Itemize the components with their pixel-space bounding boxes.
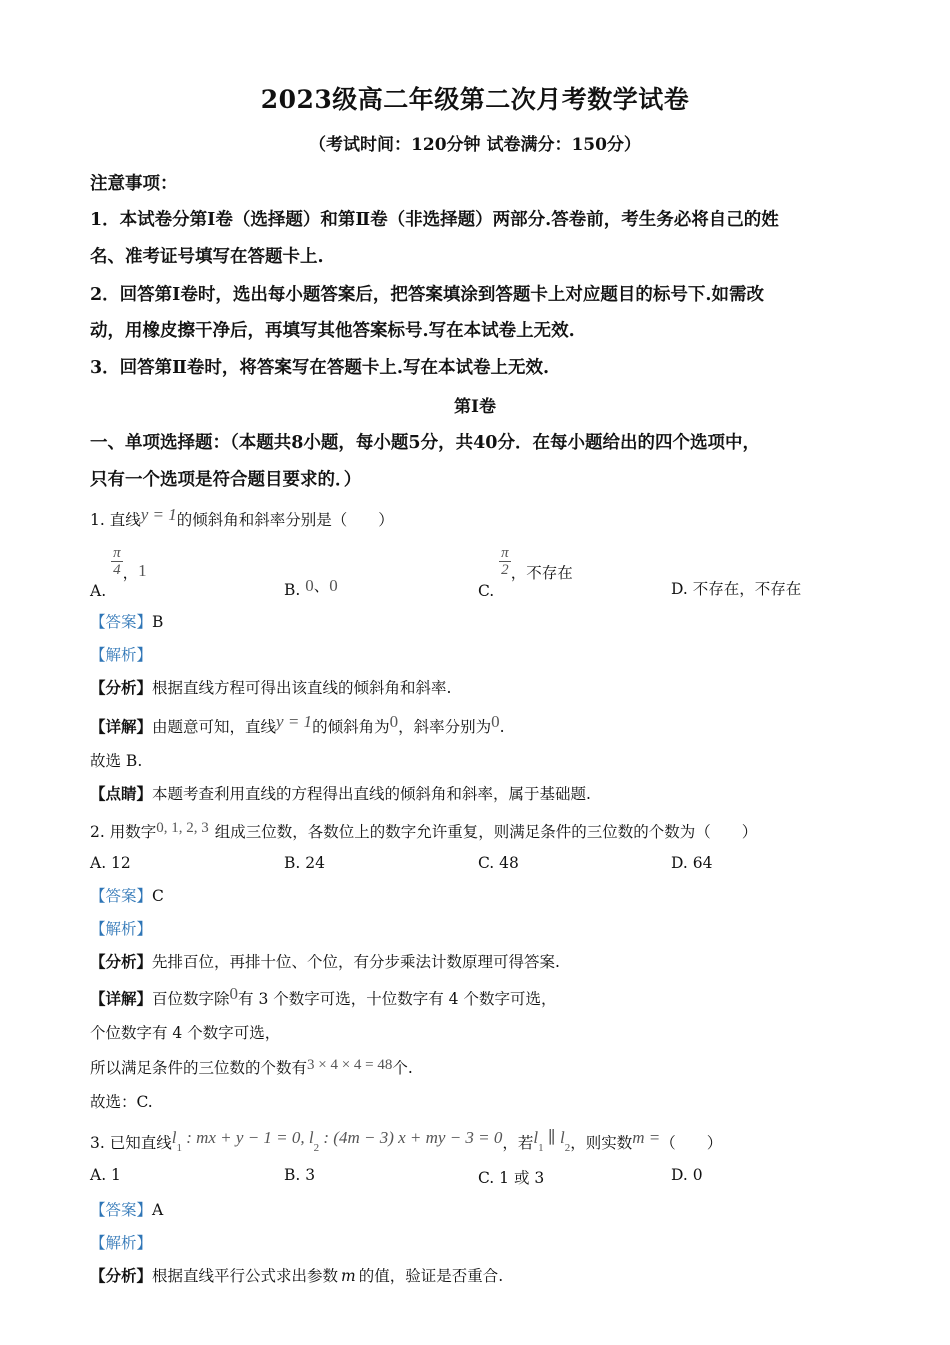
q1-conclusion: 故选 B. [90,752,143,770]
q1-xiangjie-math-1: y = 1 [276,712,313,731]
q1-xiangjie [90,712,505,737]
answer-label: 【答案】 [90,1201,153,1219]
q2-jiexi [90,917,152,939]
q1-stem [90,505,394,530]
q1-xiangjie-pre: 由题意可知，直线 [152,718,277,736]
q1-jiexi [90,643,152,665]
q2-xiangjie-math: 0 [229,984,239,1003]
jiexi-label: 【解析】 [90,1234,153,1252]
notice-heading: 注意事项： [90,174,178,194]
q1-option-c [478,545,573,600]
q2-stem-pre: 2. 用数字 [90,823,157,841]
q1-option-a-numerator: π [113,545,121,561]
q3-option-d: D. 0 [671,1166,703,1184]
section-title: 第Ⅰ卷 [454,397,496,417]
q1-option-c-numerator: π [501,545,509,561]
q2-option-c: C. 48 [478,854,519,872]
q1-stem-post: 的倾斜角和斜率分别是（ ） [176,511,394,529]
q2-line-3-math: 3 × 4 × 4 = 48 [307,1057,393,1073]
q2-answer [90,884,164,906]
jiexi-label: 【解析】 [90,646,153,664]
q1-xiangjie-math-3: 0 [491,712,500,731]
q1-option-b-label: B. [284,581,301,599]
q3-line-1-equation: : mx + y − 1 = 0, [181,1128,309,1147]
q2-conclusion: 故选：C. [90,1093,153,1111]
q1-option-a-denominator: 4 [111,561,123,578]
q1-answer [90,610,163,632]
part1-instruction-line-1: 一、单项选择题：（本题共8小题，每小题5分，共40分．在每小题给出的四个选项中， [90,433,760,453]
q3-option-c: C. 1 或 3 [478,1169,545,1187]
xiangjie-label: 【详解】 [90,989,153,1008]
q2-stem-post: 组成三位数，各数位上的数字允许重复，则满足条件的三位数的个数为（ ） [214,823,758,841]
q1-dianjing-text: 本题考查利用直线的方程得出直线的倾斜角和斜率，属于基础题. [152,785,591,803]
q3-option-a: A. 1 [90,1166,121,1184]
q2-line-3-pre: 所以满足条件的三位数的个数有 [90,1059,308,1077]
q1-option-c-label: C. [478,582,495,600]
q1-stem-pre: 1. 直线 [90,511,141,529]
q1-option-b-value-2: 0 [329,576,338,595]
q1-option-a-value: 1 [138,561,147,580]
q1-answer-value: B [152,613,164,631]
q2-xiangjie-post: 有 3 个数字可选，十位数字有 4 个数字可选， [238,990,557,1008]
q1-option-b-sep: 、 [313,577,330,595]
q2-stem-math: 0, 1, 2, 3 [156,820,209,836]
jiexi-label: 【解析】 [90,920,153,938]
q3-m-equals: m = [632,1128,661,1147]
q1-dianjing [90,782,591,804]
q1-option-b [284,574,338,599]
q1-option-d: D. 不存在，不存在 [671,580,802,598]
q1-xiangjie-end: . [499,718,505,736]
notice-item-1-line-2: 名、准考证号填写在答题卡上. [90,247,324,267]
fenxi-label: 【分析】 [90,952,153,971]
q2-stem [90,820,757,842]
q3-stem-pre: 3. 已知直线 [90,1134,172,1152]
q1-option-a-sep: ， [122,564,139,582]
answer-label: 【答案】 [90,887,153,905]
q2-xiangjie-pre: 百位数字除 [152,990,230,1008]
q3-fenxi-pre: 根据直线平行公式求出参数 [152,1267,339,1285]
q1-fenxi-text: 根据直线方程可得出该直线的倾斜角和斜率. [152,679,452,697]
q1-option-c-denominator: 2 [499,561,511,578]
fenxi-label: 【分析】 [90,1266,153,1285]
q1-option-a [90,545,147,600]
q2-xiangjie [90,984,557,1009]
q3-parallel-l2: l [560,1128,565,1147]
fenxi-label: 【分析】 [90,678,153,697]
answer-label: 【答案】 [90,613,153,631]
q1-option-c-tail: ，不存在 [510,564,573,582]
notice-item-3: 3．回答第Ⅱ卷时，将答案写在答题卡上.写在本试卷上无效. [90,358,550,378]
part1-instruction-line-2: 只有一个选项是符合题目要求的．） [90,470,362,490]
q2-xiangjie-line-3 [90,1056,413,1078]
q2-xiangjie-line-2: 个位数字有 4 个数字可选， [90,1024,281,1042]
q2-line-3-post: 个. [392,1059,413,1077]
q3-line-2-equation: : (4m − 3) x + my − 3 = 0 [319,1128,503,1147]
q3-stem-post: （ ） [660,1134,723,1152]
q3-fenxi-m: m [341,1267,356,1285]
q3-answer-value: A [152,1201,164,1219]
q2-option-b: B. 24 [284,854,325,872]
q3-answer [90,1198,163,1220]
q2-fenxi [90,950,560,972]
q1-option-a-label: A. [90,582,107,600]
q1-option-b-value-1: 0 [305,576,314,595]
q2-option-a: A. 12 [90,854,131,872]
q3-parallel-l2-subscript: 2 [564,1142,571,1154]
q1-xiangjie-math-2: 0 [389,712,399,731]
dianjing-label: 【点睛】 [90,784,153,803]
notice-item-1-line-1: 1．本试卷分第Ⅰ卷（选择题）和第Ⅱ卷（非选择题）两部分.答卷前，考生务必将自己的姓 [90,210,779,230]
q2-option-d: D. 64 [671,854,713,872]
notice-item-2-line-2: 动，用橡皮擦干净后，再填写其他答案标号.写在本试卷上无效. [90,321,575,341]
q3-line-1-subscript: 1 [176,1142,182,1154]
q1-option-a-fraction [111,546,123,578]
q3-fenxi-post: 的值，验证是否重合. [358,1267,504,1285]
q3-parallel-l1: l [533,1128,539,1147]
q3-line-1-symbol: l [171,1128,177,1147]
q1-option-c-fraction [499,546,511,578]
q3-line-2-symbol: l [308,1128,314,1147]
exam-subtitle: （考试时间：120分钟 试卷满分：150分） [309,135,641,155]
page-title: 2023级高二年级第二次月考数学试卷 [260,85,690,114]
q3-stem-mid: ，若 [502,1134,534,1152]
q3-parallel-symbol: ∥ [543,1128,561,1147]
q2-answer-value: C [152,887,164,905]
q3-stem-mid-2: ，则实数 [570,1134,633,1152]
q1-fenxi [90,676,451,698]
q2-fenxi-text: 先排百位，再排十位、个位，有分步乘法计数原理可得答案. [152,953,560,971]
notice-item-2-line-1: 2．回答第Ⅰ卷时，选出每小题答案后，把答案填涂到答题卡上对应题目的标号下.如需改 [90,285,764,305]
q3-fenxi [90,1264,503,1286]
q3-line-2-subscript: 2 [313,1142,320,1154]
q1-xiangjie-mid: 的倾斜角为 [312,718,390,736]
q3-option-b: B. 3 [284,1166,316,1184]
q3-jiexi [90,1231,152,1253]
q1-stem-math: y = 1 [140,505,177,524]
q3-parallel-l1-subscript: 1 [538,1142,544,1154]
q1-xiangjie-mid-2: ，斜率分别为 [398,718,492,736]
q3-stem [90,1128,723,1155]
xiangjie-label: 【详解】 [90,717,153,736]
